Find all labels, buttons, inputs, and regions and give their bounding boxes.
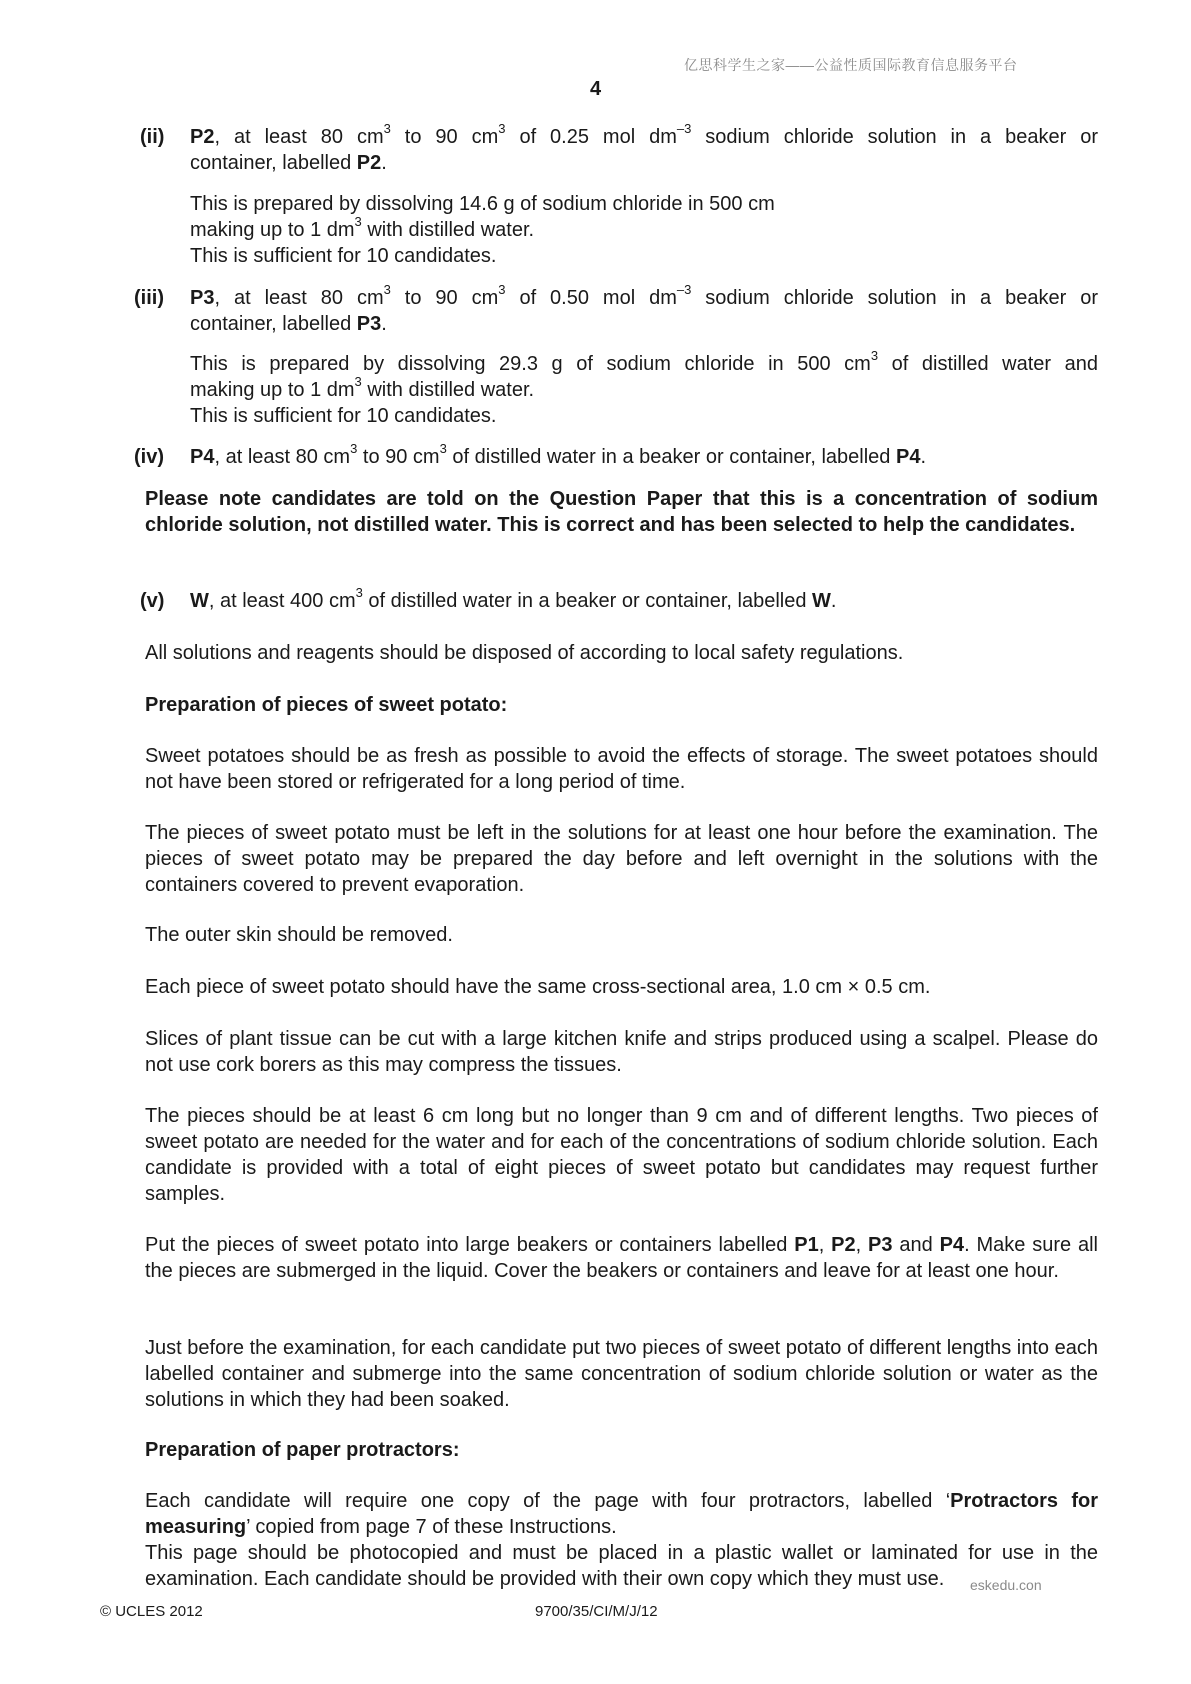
- paragraph: Just before the examination, for each candidate put two pieces of sweet potato of different lengths into each labelled container and submerge into the same concentration of sodium chloride solution or water as the solutions in which they had been soaked.: [145, 1337, 1098, 1411]
- section-heading: Preparation of paper protractors:: [145, 1439, 460, 1461]
- paragraph: Slices of plant tissue can be cut with a large kitchen knife and strips produced using a scalpel. Please do not use cork borers as this may compress the tissues.: [145, 1028, 1098, 1076]
- section-heading: Preparation of pieces of sweet potato:: [145, 694, 508, 716]
- item-ii-preparation: [190, 191, 1098, 269]
- paragraph: Each candidate will require one copy of the page with four protractors, labelled ‘Protractors for measuring’ copied from page 7 of these Instructions.: [145, 1490, 1099, 1538]
- item-iii-preparation: [190, 348, 1098, 429]
- item-text: P2, at least 80 $cm^3$ to 90 $cm^3$ of 0.25 mol $dm^{-3}$ sodium chloride solution in a beaker or container, labelled P2.: [190, 121, 1098, 174]
- prep-line: This is prepared by dissolving 14.6 g of sodium chloride in 500 cm: [190, 193, 775, 215]
- disposal-paragraph: All solutions and reagents should be disposed of according to local safety regulations.: [145, 642, 904, 664]
- header-watermark: 亿思科学生之家——公益性质国际教育信息服务平台: [684, 57, 1018, 73]
- item-text: W, at least 400 $cm^3$ of distilled water in a beaker or container, labelled W.: [190, 585, 837, 612]
- footer-watermark: eskedu.con: [970, 1577, 1042, 1593]
- item-number: (v): [140, 590, 165, 612]
- item-number: (iv): [134, 446, 164, 468]
- paragraph: This page should be photocopied and must be placed in a plastic wallet or laminated for use in the examination. Each candidate should be provided with their own copy which they must use.: [145, 1542, 1098, 1590]
- prep-line: This is prepared by dissolving 29.3 g of sodium chloride in 500 $cm^3$ of distilled water and: [190, 348, 1098, 375]
- copyright: © UCLES 2012: [100, 1603, 203, 1620]
- item-number: (ii): [140, 126, 165, 148]
- item-text: P4, at least 80 $cm^3$ to 90 $cm^3$ of distilled water in a beaker or container, labelled P4.: [190, 441, 927, 468]
- item-text: P3, at least 80 $cm^3$ to 90 $cm^3$ of 0.50 mol $dm^{-3}$ sodium chloride solution in a beaker or container, labelled P3.: [190, 282, 1098, 335]
- prep-line: making up to 1 $dm^3$ with distilled water.: [190, 374, 535, 401]
- paragraph: Each piece of sweet potato should have the same cross-sectional area, 1.0 cm × 0.5 cm.: [145, 976, 931, 998]
- paper-code: 9700/35/CI/M/J/12: [535, 1603, 658, 1620]
- prep-line: making up to 1 $dm^3$ with distilled water.: [190, 214, 535, 241]
- candidate-note: Please note candidates are told on the Question Paper that this is a concentration of sodium chloride solution, not distilled water. This is correct and has been selected to help the candidates.: [145, 488, 1098, 536]
- paragraph: The pieces should be at least 6 cm long but no longer than 9 cm and of different lengths. Two pieces of sweet potato are needed for the water and for each of the concentrations of sodium chloride solution. Each candidate is provided with a total of eight pieces of sweet potato but candidates may request further samples.: [145, 1105, 1098, 1205]
- paragraph: The pieces of sweet potato must be left in the solutions for at least one hour before the examination. The pieces of sweet potato may be prepared the day before and left overnight in the solutions with the containers covered to prevent evaporation.: [145, 822, 1098, 896]
- prep-line: This is sufficient for 10 candidates.: [190, 245, 497, 267]
- paragraph: Put the pieces of sweet potato into large beakers or containers labelled P1, P2, P3 and P4. Make sure all the pieces are submerged in the liquid. Cover the beakers or containers and leave for at least one hour.: [145, 1234, 1098, 1282]
- prep-line: This is sufficient for 10 candidates.: [190, 405, 497, 427]
- paragraph: The outer skin should be removed.: [145, 924, 453, 946]
- item-number: (iii): [134, 287, 164, 309]
- page-number: 4: [589, 78, 602, 100]
- paragraph: Sweet potatoes should be as fresh as possible to avoid the effects of storage. The sweet potatoes should not have been stored or refrigerated for a long period of time.: [145, 745, 1098, 793]
